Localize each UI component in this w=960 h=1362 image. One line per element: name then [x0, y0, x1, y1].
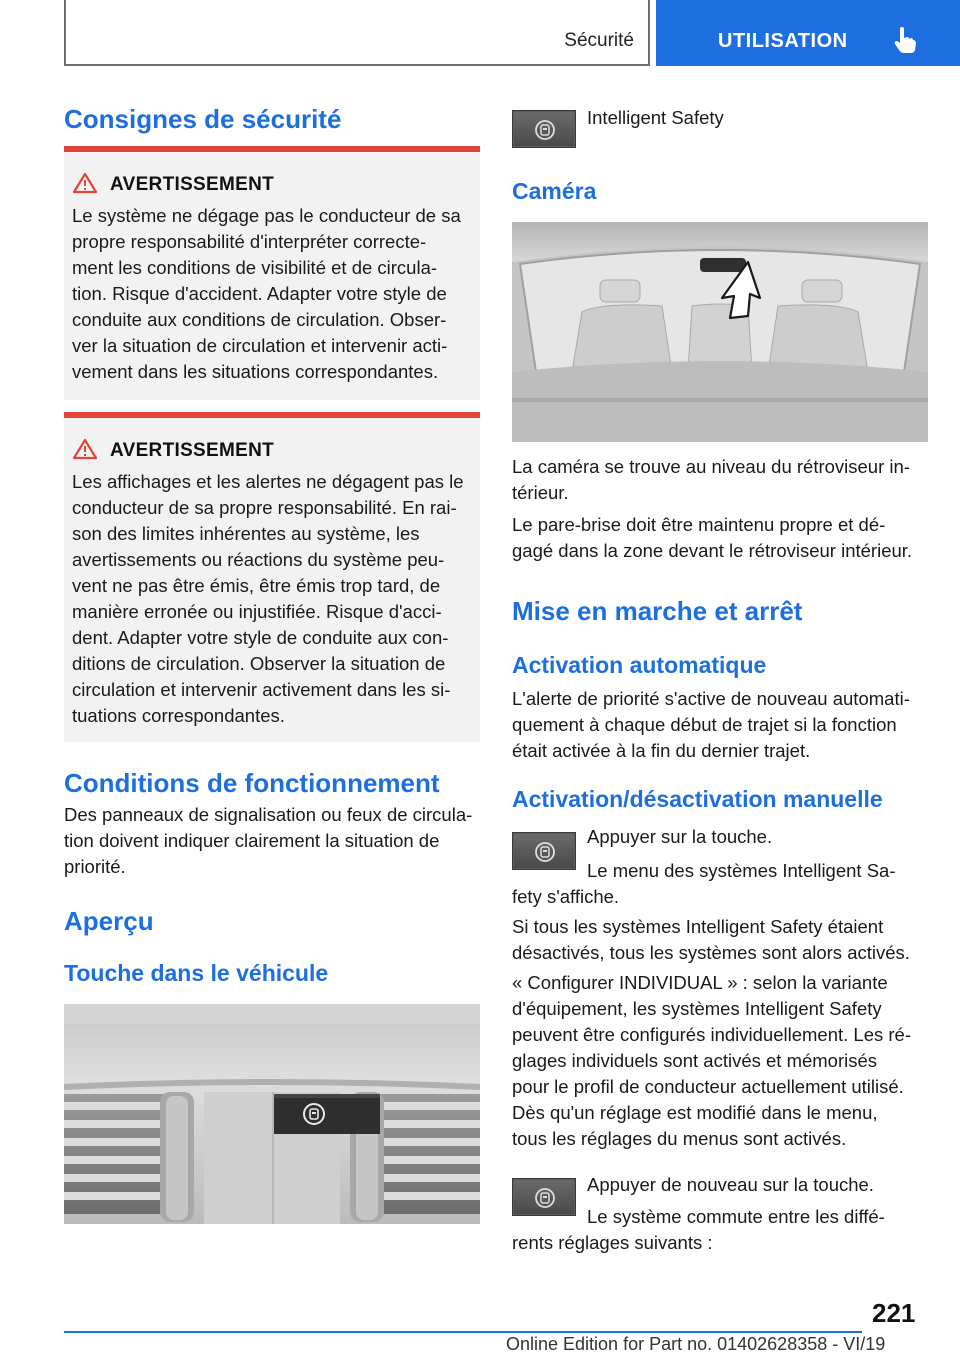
text-line: ditions de circulation. Observer la situation de	[72, 653, 446, 674]
text-line: priorité.	[64, 856, 126, 877]
text-line: tous les réglages du menus sont activés.	[512, 1128, 847, 1149]
text-line: La caméra se trouve au niveau du rétroviseur in‐	[512, 456, 910, 477]
page-number: 221	[872, 1298, 916, 1328]
text-line: quement à chaque début de trajet si la fonction	[512, 714, 897, 735]
text-line: était activée à la fin du dernier trajet.	[512, 740, 811, 761]
text-line: conducteur de sa propre responsabilité. En rai‐	[72, 497, 457, 518]
text-line: manière erronée ou injustifiée. Risque d'acci‐	[72, 601, 442, 622]
intelligent-safety-button-thumbnail	[512, 110, 576, 148]
text-line: L'alerte de priorité s'active de nouveau automati‐	[512, 688, 910, 709]
text-line: « Configurer INDIVIDUAL » : selon la variante	[512, 972, 888, 993]
intelligent-safety-icon	[533, 840, 557, 864]
header-section-box	[64, 0, 650, 66]
header-chapter-label: UTILISATION	[718, 30, 848, 52]
text-line: térieur.	[512, 482, 569, 503]
text-line: Intelligent Safety	[587, 107, 724, 128]
warning-triangle-icon	[72, 438, 98, 460]
windshield-clean-text	[512, 512, 932, 564]
text-line: désactivés, tous les systèmes sont alors activés.	[512, 942, 910, 963]
text-line: Les affichages et les alertes ne dégagent pas le	[72, 471, 464, 492]
intelligent-safety-button-thumbnail	[512, 832, 576, 870]
intelligent-safety-icon	[533, 118, 557, 142]
text-line: conduite aux conditions de circulation. Obser‐	[72, 309, 447, 330]
on-off-heading: Mise en marche et arrêt	[512, 596, 803, 626]
dashboard-vents-illustration	[64, 1004, 480, 1224]
warning-text-1	[72, 203, 478, 385]
automatic-activation-text	[512, 686, 932, 764]
text-line: Appuyer sur la touche.	[587, 826, 773, 847]
header-chapter-tab	[656, 0, 960, 66]
switch-settings-text-2	[512, 1230, 932, 1256]
configure-individual-text	[512, 970, 932, 1152]
intelligent-safety-button-thumbnail	[512, 1178, 576, 1216]
text-line: son des limites inhérentes au système, les	[72, 523, 420, 544]
text-line: Le système ne dégage pas le conducteur de sa	[72, 205, 461, 226]
text-line: circulation et intervenir activement dans les si‐	[72, 679, 451, 700]
text-line: Si tous les systèmes Intelligent Safety étaient	[512, 916, 884, 937]
text-line: vement dans les situations correspondantes.	[72, 361, 439, 382]
text-line: Le pare-brise doit être maintenu propre et dé‐	[512, 514, 886, 535]
warning-box-1	[64, 146, 480, 400]
text-line: pour le profil de conducteur actuellement utilisé.	[512, 1076, 904, 1097]
press-button-text	[587, 824, 927, 850]
text-line: dent. Adapter votre style de conduite aux con‐	[72, 627, 449, 648]
text-line: Le système commute entre les diffé‐	[587, 1206, 885, 1227]
warning-triangle-icon	[72, 172, 98, 194]
camera-figure	[512, 222, 928, 442]
text-line: Appuyer de nouveau sur la touche.	[587, 1174, 874, 1195]
overview-heading: Aperçu	[64, 906, 154, 936]
vehicle-button-heading: Touche dans le véhicule	[64, 960, 329, 986]
text-line: ver la situation de circulation et intervenir acti‐	[72, 335, 448, 356]
text-line: vent ne pas être émis, être émis trop tard, de	[72, 575, 441, 596]
intelligent-safety-label	[587, 105, 927, 131]
camera-heading: Caméra	[512, 178, 597, 204]
safety-instructions-heading: Consignes de sécurité	[64, 104, 342, 134]
text-line: tuations correspondantes.	[72, 705, 285, 726]
text-line: avertissements ou réactions du système peu‐	[72, 549, 445, 570]
text-line: tion doivent indiquer clairement la situation de	[64, 830, 440, 851]
manual-activation-heading: Activation/désactivation manuelle	[512, 786, 883, 812]
text-line: peuvent être configurés individuellement. Les ré‐	[512, 1024, 912, 1045]
header-section-title: Sécurité	[564, 30, 634, 51]
press-again-text	[587, 1172, 927, 1198]
text-line: Dès qu'un réglage est modifié dans le menu,	[512, 1102, 878, 1123]
pointing-hand-icon	[894, 26, 916, 54]
warning-title-2: AVERTISSEMENT	[110, 440, 275, 461]
text-line: gagé dans la zone devant le rétroviseur intérieur.	[512, 540, 913, 561]
vehicle-button-figure	[64, 1004, 480, 1224]
camera-location-text	[512, 454, 932, 506]
text-line: tion. Risque d'accident. Adapter votre style de	[72, 283, 447, 304]
car-interior-illustration	[512, 222, 928, 442]
footer-edition: Online Edition for Part no. 01402628358 - VI/19	[506, 1334, 886, 1354]
operating-conditions-heading: Conditions de fonctionnement	[64, 768, 440, 798]
text-line: propre responsabilité d'interpréter correcte‐	[72, 231, 427, 252]
text-line: rents réglages suivants :	[512, 1232, 713, 1253]
text-line: fety s'affiche.	[512, 886, 620, 907]
text-line: Le menu des systèmes Intelligent Sa‐	[587, 860, 896, 881]
warning-title-1: AVERTISSEMENT	[110, 174, 275, 195]
text-line: ment les conditions de visibilité et de circula‐	[72, 257, 438, 278]
switch-settings-text-1	[587, 1204, 927, 1230]
automatic-activation-heading: Activation automatique	[512, 652, 767, 678]
menu-appears-text-1	[587, 858, 927, 884]
warning-box-2	[64, 412, 480, 742]
text-line: d'équipement, les systèmes Intelligent Safety	[512, 998, 882, 1019]
footer-divider	[64, 1331, 862, 1333]
text-line: glages individuels sont activés et mémorisés	[512, 1050, 878, 1071]
operating-conditions-text	[64, 802, 484, 880]
warning-text-2	[72, 469, 478, 729]
menu-appears-text-2	[512, 884, 932, 910]
intelligent-safety-icon	[533, 1186, 557, 1210]
text-line: Des panneaux de signalisation ou feux de circula‐	[64, 804, 473, 825]
all-systems-text	[512, 914, 932, 966]
